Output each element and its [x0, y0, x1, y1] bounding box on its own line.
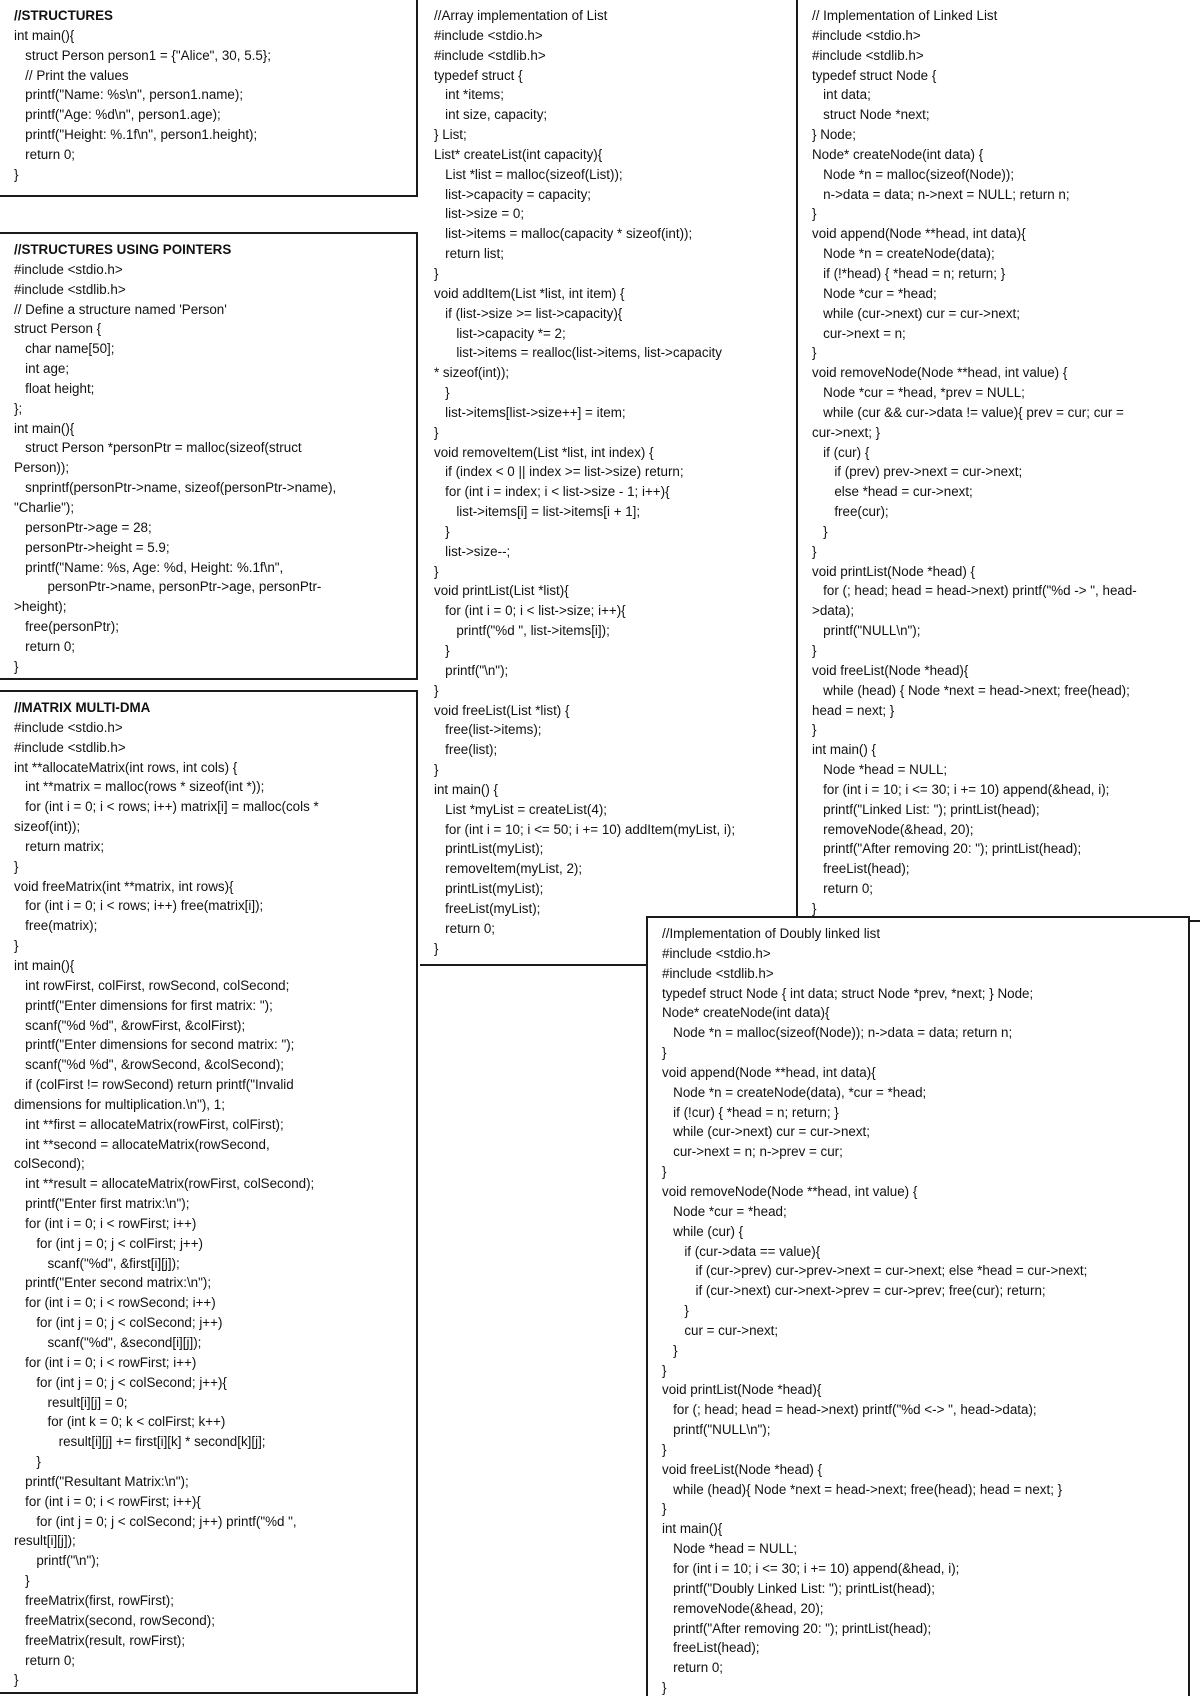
- code-line: int main() {: [812, 742, 876, 758]
- code-line: }: [434, 563, 439, 579]
- doubly-linked-list-panel: [646, 916, 1190, 1696]
- code-line: #include <stdio.h>: [14, 261, 123, 277]
- code-line: while (head){ Node *next = head->next; free(head); head = next; }: [662, 1481, 1063, 1497]
- code-line: }: [662, 1303, 689, 1319]
- code-line: removeNode(&head, 20);: [662, 1600, 824, 1616]
- code-line: cur = cur->next;: [662, 1322, 779, 1338]
- code-line: int **allocateMatrix(int rows, int cols) {: [14, 759, 238, 775]
- code-line: #include <stdio.h>: [662, 945, 771, 961]
- code-line: printf("NULL\n");: [812, 623, 921, 639]
- code-line: int *items;: [434, 87, 504, 103]
- code-line: scanf("%d %d", &rowFirst, &colFirst);: [14, 1017, 246, 1033]
- code-line: freeList(head);: [662, 1640, 760, 1656]
- code-line: }: [812, 523, 828, 539]
- code-line: }: [812, 206, 817, 222]
- code-line: return 0;: [812, 881, 874, 897]
- matrix-panel: [0, 690, 418, 1694]
- code-line: }: [662, 1045, 667, 1061]
- code-line: printf("Resultant Matrix:\n");: [14, 1473, 189, 1489]
- code-line: if (cur) {: [812, 444, 870, 460]
- code-line: while (head) { Node *next = head->next; free(head);: [812, 682, 1130, 698]
- code-line: if (index < 0 || index >= list->size) return;: [434, 464, 684, 480]
- code-line: list->capacity = capacity;: [434, 186, 592, 202]
- code-line: return 0;: [434, 920, 496, 936]
- code-line: void printList(Node *head){: [662, 1382, 822, 1398]
- structures-panel: [0, 0, 418, 197]
- code-line: printf("\n");: [434, 662, 509, 678]
- code-line: void append(Node **head, int data){: [812, 226, 1026, 242]
- code-line: void addItem(List *list, int item) {: [434, 285, 625, 301]
- code-line: free(matrix);: [14, 918, 98, 934]
- code-line: printf("After removing 20: "); printList(head);: [812, 841, 1082, 857]
- code-line: for (int i = 0; i < rows; i++) matrix[i] = malloc(cols *: [14, 799, 319, 815]
- linked-list-panel: [796, 0, 1200, 922]
- code-line: Node *cur = *head;: [662, 1203, 787, 1219]
- code-block: [662, 924, 1188, 1696]
- code-line: }: [14, 658, 19, 674]
- code-line: }: [812, 345, 817, 361]
- code-line: freeMatrix(second, rowSecond);: [14, 1612, 215, 1628]
- code-line: int age;: [14, 361, 70, 377]
- code-line: return matrix;: [14, 838, 105, 854]
- code-line: freeList(myList);: [434, 900, 541, 916]
- code-line: Node* createNode(int data){: [662, 1005, 830, 1021]
- code-line: void printList(List *list){: [434, 583, 569, 599]
- code-line: }: [434, 265, 439, 281]
- code-line: }: [14, 858, 19, 874]
- code-line: }: [434, 940, 439, 956]
- code-line: free(cur);: [812, 504, 889, 520]
- code-line: }: [14, 938, 19, 954]
- code-line: list->items = malloc(capacity * sizeof(int));: [434, 226, 693, 242]
- code-line: for (int i = 0; i < rowFirst; i++): [14, 1215, 197, 1231]
- code-line: printf("Enter second matrix:\n");: [14, 1275, 212, 1291]
- code-line: printf("Enter dimensions for first matrix: ");: [14, 997, 273, 1013]
- code-line: #include <stdio.h>: [434, 27, 543, 43]
- code-line: int **second = allocateMatrix(rowSecond,: [14, 1136, 270, 1152]
- array-list-panel: [420, 0, 796, 966]
- code-line: int data;: [812, 87, 871, 103]
- code-line: Node *n = createNode(data);: [812, 246, 995, 262]
- code-line: free(personPtr);: [14, 619, 119, 635]
- code-line: if (cur->next) cur->next->prev = cur->prev; free(cur); return;: [662, 1283, 1046, 1299]
- code-line: result[i][j] += first[i][k] * second[k][j];: [14, 1434, 266, 1450]
- code-line: freeMatrix(first, rowFirst);: [14, 1592, 174, 1608]
- code-line: cur->next; }: [812, 424, 881, 440]
- code-line: for (int j = 0; j < colSecond; j++): [14, 1315, 223, 1331]
- code-line: List* createList(int capacity){: [434, 146, 603, 162]
- code-line: typedef struct Node { int data; struct Node *prev, *next; } Node;: [662, 985, 1034, 1001]
- code-line: }: [434, 523, 450, 539]
- code-line: return 0;: [14, 1652, 76, 1668]
- code-line: #include <stdlib.h>: [434, 47, 546, 63]
- code-line: result[i][j]);: [14, 1533, 76, 1549]
- code-line: typedef struct Node {: [812, 67, 937, 83]
- code-line: } Node;: [812, 127, 856, 143]
- code-line: while (cur->next) cur = cur->next;: [812, 305, 1020, 321]
- code-line: #include <stdlib.h>: [14, 739, 126, 755]
- code-line: for (; head; head = head->next) printf("%d -> ", head-: [812, 583, 1137, 599]
- code-line: for (int i = 0; i < list->size; i++){: [434, 603, 626, 619]
- code-line: Node *head = NULL;: [812, 762, 948, 778]
- code-line: removeNode(&head, 20);: [812, 821, 974, 837]
- code-line: printf("Age: %d\n", person1.age);: [14, 107, 221, 123]
- code-line: for (int i = 0; i < rowSecond; i++): [14, 1295, 216, 1311]
- code-block: [434, 6, 796, 959]
- code-line: printf("Name: %s, Age: %d, Height: %.1f\n",: [14, 559, 284, 575]
- code-line: int size, capacity;: [434, 107, 548, 123]
- code-line: head = next; }: [812, 702, 895, 718]
- code-line: for (int i = index; i < list->size - 1; i++){: [434, 484, 670, 500]
- code-line: float height;: [14, 380, 95, 396]
- code-line: if (!cur) { *head = n; return; }: [662, 1104, 839, 1120]
- code-line: char name[50];: [14, 341, 115, 357]
- code-line: for (int j = 0; j < colSecond; j++){: [14, 1374, 227, 1390]
- code-line: void freeList(List *list) {: [434, 702, 570, 718]
- code-line: personPtr->name, personPtr->age, personPtr-: [14, 579, 322, 595]
- code-line: while (cur->next) cur = cur->next;: [662, 1124, 870, 1140]
- code-line: colSecond);: [14, 1156, 85, 1172]
- code-line: if (prev) prev->next = cur->next;: [812, 464, 1023, 480]
- code-line: printf("Height: %.1f\n", person1.height);: [14, 127, 258, 143]
- code-line: return 0;: [14, 638, 76, 654]
- code-line: for (int i = 10; i <= 30; i += 10) append(&head, i);: [812, 781, 1110, 797]
- code-line: struct Node *next;: [812, 107, 930, 123]
- code-line: // Print the values: [14, 67, 129, 83]
- code-line: }: [812, 543, 817, 559]
- code-line: free(list->items);: [434, 722, 542, 738]
- code-line: for (int i = 0; i < rowFirst; i++){: [14, 1493, 201, 1509]
- code-line: >height);: [14, 599, 67, 615]
- code-line: cur->next = n; n->prev = cur;: [662, 1144, 843, 1160]
- code-line: }: [812, 722, 817, 738]
- code-line: for (int k = 0; k < colFirst; k++): [14, 1414, 226, 1430]
- code-line: #include <stdlib.h>: [14, 281, 126, 297]
- code-line: List *myList = createList(4);: [434, 801, 608, 817]
- code-line: for (; head; head = head->next) printf("%d <-> ", head->data);: [662, 1402, 1037, 1418]
- code-line: for (int j = 0; j < colSecond; j++) printf("%d ",: [14, 1513, 297, 1529]
- panel-title: //MATRIX MULTI-DMA: [14, 700, 151, 715]
- code-line: }: [434, 762, 439, 778]
- code-line: }: [434, 424, 439, 440]
- code-line: printf("Linked List: "); printList(head);: [812, 801, 1040, 817]
- panel-title: //STRUCTURES USING POINTERS: [14, 242, 232, 257]
- code-line: Node *cur = *head, *prev = NULL;: [812, 385, 1025, 401]
- code-line: void removeItem(List *list, int index) {: [434, 444, 654, 460]
- code-line: printList(myList);: [434, 841, 544, 857]
- code-line: snprintf(personPtr->name, sizeof(personPtr->name),: [14, 480, 337, 496]
- code-line: printf("\n");: [14, 1553, 100, 1569]
- code-line: }: [434, 682, 439, 698]
- code-line: Node* createNode(int data) {: [812, 146, 984, 162]
- code-line: return 0;: [14, 146, 76, 162]
- panel-title: //Implementation of Doubly linked list: [662, 926, 881, 941]
- code-line: personPtr->height = 5.9;: [14, 539, 170, 555]
- code-line: list->items[i] = list->items[i + 1];: [434, 504, 641, 520]
- code-line: printList(myList);: [434, 881, 544, 897]
- code-line: printf("Enter first matrix:\n");: [14, 1196, 190, 1212]
- code-line: int **result = allocateMatrix(rowFirst, colSecond);: [14, 1176, 315, 1192]
- code-line: void freeList(Node *head) {: [662, 1461, 823, 1477]
- code-line: scanf("%d", &second[i][j]);: [14, 1335, 202, 1350]
- code-line: else *head = cur->next;: [812, 484, 973, 500]
- code-line: typedef struct {: [434, 67, 523, 83]
- code-line: Node *cur = *head;: [812, 285, 937, 301]
- code-line: n->data = data; n->next = NULL; return n;: [812, 186, 1070, 202]
- code-line: for (int i = 0; i < rows; i++) free(matrix[i]);: [14, 898, 264, 914]
- code-line: #include <stdlib.h>: [662, 965, 774, 981]
- code-line: };: [14, 400, 23, 416]
- code-line: List *list = malloc(sizeof(List));: [434, 166, 623, 182]
- code-line: scanf("%d %d", &rowSecond, &colSecond);: [14, 1057, 285, 1073]
- panel-title: //STRUCTURES: [14, 8, 113, 23]
- code-line: cur->next = n;: [812, 325, 906, 341]
- code-line: int main(){: [14, 27, 75, 43]
- code-line: for (int i = 0; i < rowFirst; i++): [14, 1354, 197, 1370]
- code-line: printf("%d ", list->items[i]);: [434, 623, 610, 639]
- code-block: [812, 6, 1200, 919]
- structures-pointers-panel: [0, 232, 418, 680]
- code-line: list->size = 0;: [434, 206, 525, 222]
- code-line: int **first = allocateMatrix(rowFirst, colFirst);: [14, 1116, 284, 1132]
- code-line: }: [14, 1672, 19, 1688]
- code-block: [14, 6, 416, 185]
- code-line: while (cur && cur->data != value){ prev = cur; cur =: [812, 404, 1124, 420]
- code-line: int main(){: [14, 420, 75, 436]
- code-line: removeItem(myList, 2);: [434, 861, 583, 877]
- code-line: Node *n = malloc(sizeof(Node));: [812, 166, 1015, 182]
- code-line: }: [662, 1501, 667, 1517]
- code-line: * sizeof(int));: [434, 365, 510, 381]
- code-line: printf("Name: %s\n", person1.name);: [14, 87, 244, 103]
- code-line: free(list);: [434, 742, 498, 758]
- code-line: >data);: [812, 603, 855, 619]
- code-line: void printList(Node *head) {: [812, 563, 976, 579]
- code-line: for (int i = 10; i <= 30; i += 10) append(&head, i);: [662, 1561, 960, 1576]
- panel-title: // Implementation of Linked List: [812, 8, 998, 23]
- code-line: }: [662, 1441, 667, 1457]
- code-line: personPtr->age = 28;: [14, 519, 152, 535]
- code-line: list->items = realloc(list->items, list->capacity: [434, 345, 722, 361]
- code-line: for (int i = 10; i <= 50; i += 10) addItem(myList, i);: [434, 821, 736, 837]
- code-line: sizeof(int));: [14, 819, 81, 835]
- code-line: "Charlie");: [14, 499, 75, 515]
- code-line: Node *n = malloc(sizeof(Node)); n->data = data; return n;: [662, 1025, 1013, 1041]
- code-line: }: [434, 385, 450, 401]
- code-line: return list;: [434, 246, 504, 262]
- code-line: Node *head = NULL;: [662, 1541, 798, 1557]
- code-line: void freeMatrix(int **matrix, int rows){: [14, 878, 234, 894]
- code-line: printf("NULL\n");: [662, 1422, 771, 1438]
- code-line: if (list->size >= list->capacity){: [434, 305, 623, 321]
- code-line: scanf("%d", &first[i][j]);: [14, 1255, 180, 1271]
- code-line: } List;: [434, 127, 467, 143]
- code-line: dimensions for multiplication.\n"), 1;: [14, 1096, 225, 1112]
- code-block: [14, 240, 416, 677]
- code-line: void removeNode(Node **head, int value) {: [812, 365, 1068, 381]
- code-line: int main(){: [14, 957, 75, 973]
- code-line: freeMatrix(result, rowFirst);: [14, 1632, 186, 1648]
- code-line: int main(){: [662, 1521, 723, 1537]
- code-line: struct Person person1 = {"Alice", 30, 5.5};: [14, 47, 272, 63]
- code-line: printf("After removing 20: "); printList(head);: [662, 1620, 932, 1636]
- code-line: }: [662, 1362, 667, 1378]
- code-line: }: [812, 643, 817, 658]
- code-line: list->size--;: [434, 543, 511, 559]
- code-line: result[i][j] = 0;: [14, 1394, 128, 1410]
- code-line: // Define a structure named 'Person': [14, 301, 227, 317]
- code-line: int main() {: [434, 781, 498, 797]
- code-line: #include <stdio.h>: [14, 719, 123, 735]
- code-line: freeList(head);: [812, 861, 910, 877]
- code-line: int rowFirst, colFirst, rowSecond, colSecond;: [14, 977, 290, 993]
- code-line: int **matrix = malloc(rows * sizeof(int *));: [14, 779, 265, 795]
- code-line: }: [662, 1164, 667, 1180]
- code-line: void removeNode(Node **head, int value) {: [662, 1183, 918, 1199]
- code-line: if (cur->prev) cur->prev->next = cur->next; else *head = cur->next;: [662, 1263, 1088, 1279]
- code-line: #include <stdio.h>: [812, 27, 921, 43]
- code-line: }: [434, 643, 450, 658]
- code-line: struct Person {: [14, 321, 102, 337]
- code-line: }: [14, 1454, 41, 1470]
- code-line: struct Person *personPtr = malloc(sizeof(struct: [14, 440, 302, 456]
- code-line: }: [662, 1342, 678, 1358]
- code-line: }: [812, 900, 817, 916]
- code-line: void freeList(Node *head){: [812, 662, 969, 678]
- code-line: void append(Node **head, int data){: [662, 1064, 876, 1080]
- code-line: }: [14, 1573, 30, 1589]
- code-line: }: [662, 1680, 667, 1696]
- code-line: if (colFirst != rowSecond) return printf("Invalid: [14, 1077, 294, 1093]
- code-line: }: [14, 166, 19, 182]
- code-line: list->items[list->size++] = item;: [434, 404, 626, 420]
- code-line: list->capacity *= 2;: [434, 325, 566, 341]
- panel-title: //Array implementation of List: [434, 8, 608, 23]
- code-line: if (!*head) { *head = n; return; }: [812, 265, 1006, 281]
- code-line: while (cur) {: [662, 1223, 744, 1239]
- code-line: printf("Enter dimensions for second matrix: ");: [14, 1037, 295, 1053]
- code-block: [14, 698, 416, 1690]
- code-line: Person));: [14, 460, 70, 476]
- code-line: return 0;: [662, 1660, 724, 1676]
- code-line: for (int j = 0; j < colFirst; j++): [14, 1235, 204, 1251]
- code-line: #include <stdlib.h>: [812, 47, 924, 63]
- code-line: Node *n = createNode(data), *cur = *head;: [662, 1084, 927, 1100]
- code-line: printf("Doubly Linked List: "); printList(head);: [662, 1580, 935, 1596]
- code-line: if (cur->data == value){: [662, 1243, 821, 1259]
